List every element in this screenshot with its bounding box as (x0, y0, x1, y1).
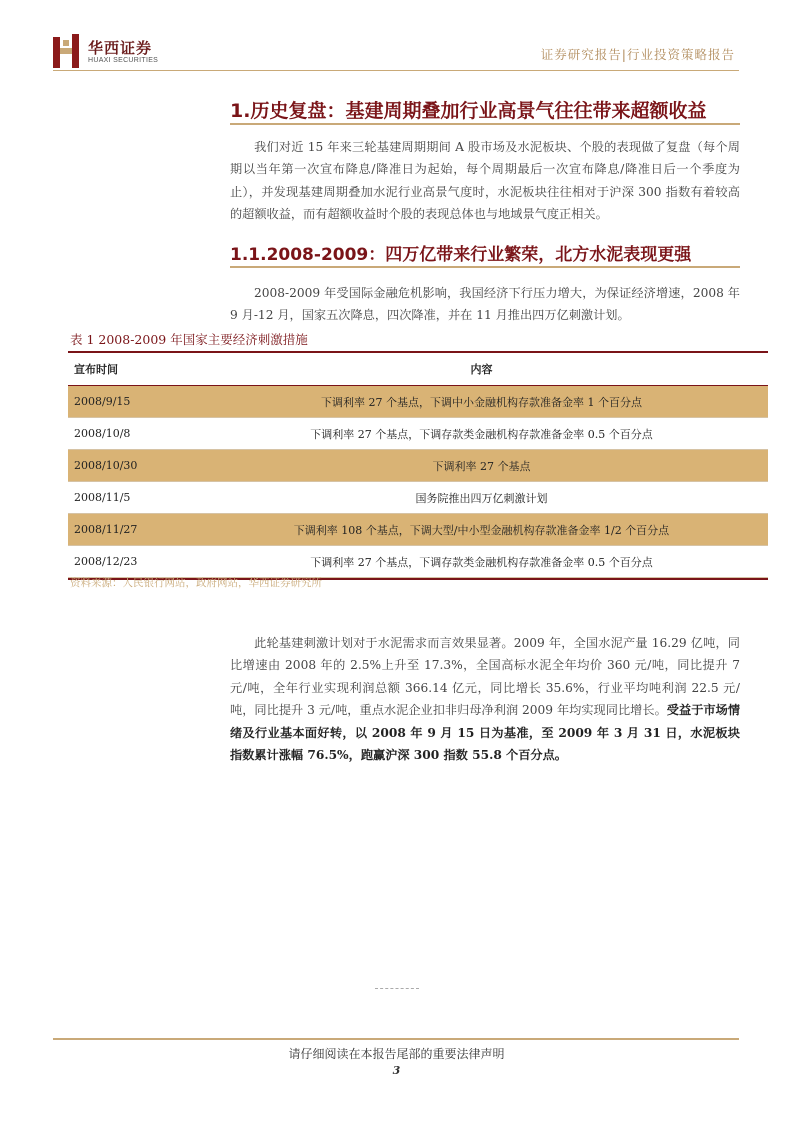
table-row (68, 418, 768, 450)
table-source: 资料来源：人民银行网站，政府网站，华西证券研究所 (70, 577, 322, 589)
section-1-text: 我们对近 15 年来三轮基建周期期间 A 股市场及水泥板块、个股的表现做了复盘（每个周期以当年第一次宣布降息/降准日为起始，每个周期最后一次宣布降息/降准日后一个季度为止），并发现基建周期叠加水泥行业高景气度时，水泥板块往往相对于沪深 300 指数有着较高的超额收益，而有超额收益时个股的表现总体也与地域景气度正相关。 (230, 140, 740, 222)
analysis-paragraph (230, 632, 740, 766)
header-divider (53, 70, 739, 71)
heading-underline (230, 266, 740, 268)
separator (375, 988, 419, 990)
legal-disclaimer: 请仔细阅读在本报告尾部的重要法律声明 (288, 1047, 505, 1061)
section-heading-1-1: 1.1.2008-2009：四万亿带来行业繁荣，北方水泥表现更强 (230, 245, 692, 265)
heading-underline (230, 123, 740, 125)
table-row (68, 546, 768, 578)
cell-content: 国务院推出四万亿刺激计划 (195, 482, 768, 514)
column-header-content: 内容 (195, 353, 768, 386)
cell-date: 2008/11/27 (68, 514, 195, 546)
table (68, 353, 768, 578)
cell-content: 下调利率 27 个基点，下调存款类金融机构存款准备金率 0.5 个百分点 (195, 418, 768, 450)
cell-content: 下调利率 27 个基点，下调中小金融机构存款准备金率 1 个百分点 (195, 386, 768, 418)
report-type: 证券研究报告|行业投资策略报告 (540, 47, 735, 62)
cell-date: 2008/10/30 (68, 450, 195, 482)
cell-date: 2008/10/8 (68, 418, 195, 450)
table-header-row (68, 353, 768, 386)
cell-date: 2008/9/15 (68, 386, 195, 418)
table-row (68, 386, 768, 418)
analysis-text: 此轮基建刺激计划对于水泥需求而言效果显著。2009 年，全国水泥产量 16.29 亿吨，同比增速由 2008 年的 2.5%上升至 17.3%，全国高标水泥全年均价 360 元/吨，同比提升 7 元/吨，全年行业实现利润总额 366.14 亿元，同比增长 35.6%，行业平均吨利润 22.5 元/吨，同比提升 3 元/吨，重点水泥企业扣非归母净利润 2009 年均实现同比增长。 (230, 636, 740, 718)
analysis-bold-text: 受益于市场情绪及行业基本面好转，以 2008 年 9 月 15 日为基准，至 2009 年 3 月 31 日，水泥板块指数累计涨幅 76.5%，跑赢沪深 300 指数 55.8 个百分点。 (230, 703, 741, 763)
cell-date: 2008/11/5 (68, 482, 195, 514)
table-row (68, 450, 768, 482)
stimulus-table (68, 351, 768, 580)
footer-divider (53, 1038, 739, 1040)
cell-content: 下调利率 27 个基点，下调存款类金融机构存款准备金率 0.5 个百分点 (195, 546, 768, 578)
section-heading-1: 1.历史复盘：基建周期叠加行业高景气往往带来超额收益 (230, 100, 707, 122)
section-1-1-paragraph (230, 282, 740, 327)
cell-date: 2008/12/23 (68, 546, 195, 578)
table-row (68, 482, 768, 514)
section-1-paragraph (230, 136, 740, 226)
column-header-date: 宣布时间 (68, 353, 195, 386)
cell-content: 下调利率 27 个基点 (195, 450, 768, 482)
table-row (68, 514, 768, 546)
table-title: 表 1 2008-2009 年国家主要经济刺激措施 (70, 332, 308, 347)
page-header (0, 0, 793, 80)
cell-content: 下调利率 108 个基点，下调大型/中小型金融机构存款准备金率 1/2 个百分点 (195, 514, 768, 546)
brand-name: 华西证券 (88, 39, 153, 57)
brand-name-en: HUAXI SECURITIES (88, 57, 159, 64)
section-1-1-text: 2008-2009 年受国际金融危机影响，我国经济下行压力增大，为保证经济增速，2008 年 9 月-12 月，国家五次降息，四次降准，并在 11 月推出四万亿刺激计划。 (230, 286, 740, 323)
page-number: 3 (392, 1064, 401, 1077)
huaxi-logo-icon (53, 34, 79, 68)
